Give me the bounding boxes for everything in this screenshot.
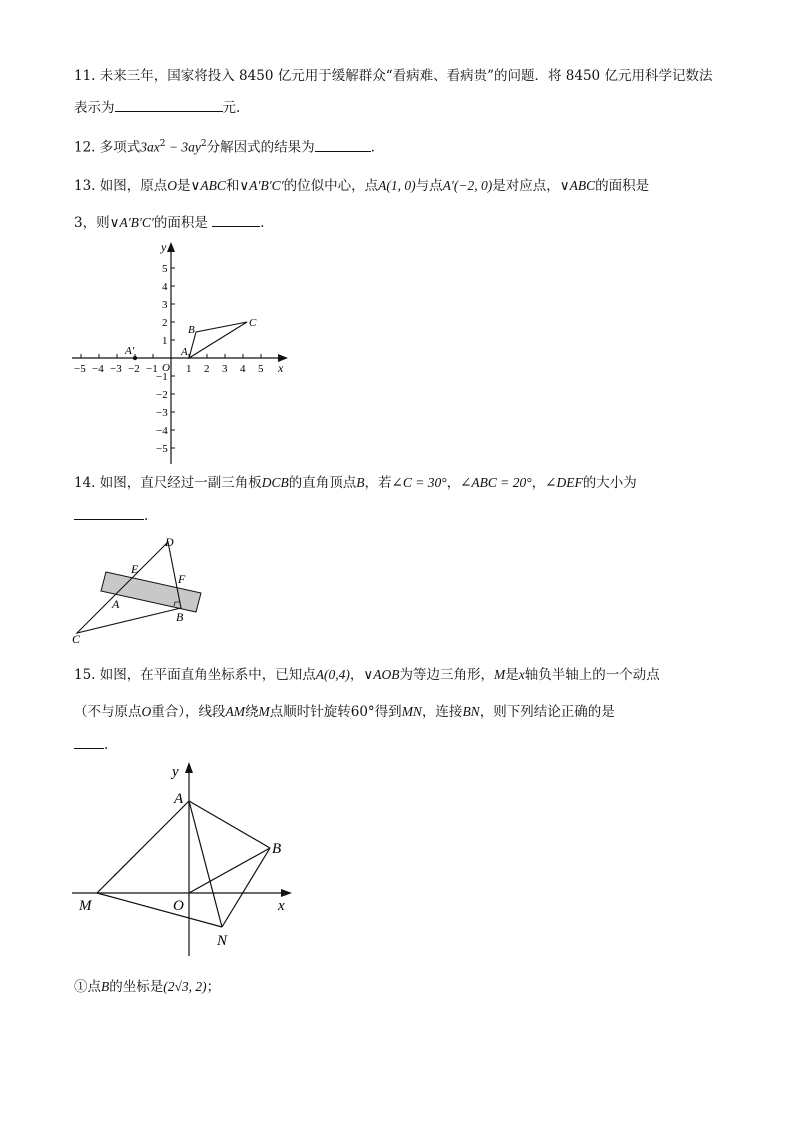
label-b: B [176, 610, 184, 624]
segment-ab [189, 801, 270, 848]
q15-bn: BN [462, 704, 480, 719]
segment-ob [189, 848, 270, 893]
q14-p6: 的大小为 [582, 475, 637, 491]
x-tick-label: −5 [74, 363, 86, 375]
q15-l2b: 重合），线段 [151, 704, 226, 720]
q15-l2f: ，连接 [421, 704, 463, 720]
q14-p3: ，若 [364, 475, 392, 491]
q12-period: . [370, 139, 375, 156]
y-tick-label: 5 [162, 263, 168, 275]
q14-angle-abc: ∠ABC = 20° [460, 475, 532, 490]
y-tick-label: 2 [162, 317, 168, 329]
q14-answer-blank[interactable] [74, 507, 144, 520]
label-y: y [172, 764, 179, 780]
q15-p5: 轴负半轴上的一个动点 [524, 667, 660, 683]
q14-p5: ， [531, 475, 546, 491]
q11-answer-blank[interactable] [115, 99, 223, 112]
q11-suffix: 元. [222, 100, 241, 116]
x-axis-arrow [281, 889, 292, 897]
label-n: N [217, 933, 228, 949]
q14-b: B [356, 475, 365, 490]
x-tick-label: 4 [240, 363, 246, 375]
q11-line1: 11. 未来三年，国家将投入 8450 亿元用于缓解群众“看病难、看病贵”的问题．将 8450 亿元用科学记数法 [74, 68, 713, 84]
q15-line3 [74, 736, 108, 754]
y-axis-arrow [185, 762, 193, 773]
q12-suffix: 分解因式的结果为 [206, 139, 315, 156]
x-tick-label: 1 [186, 363, 192, 375]
q15-point-a: A(0,4) [315, 667, 350, 682]
y-axis-arrow [167, 242, 175, 252]
q15-answer-blank[interactable] [74, 736, 104, 749]
label-b: B [272, 841, 282, 857]
label-m: M [79, 898, 92, 914]
segment-bn [222, 848, 270, 927]
q15-m: M [494, 667, 506, 682]
label-a: A [181, 346, 188, 358]
label-b: B [188, 324, 195, 336]
statement-1-mid: 的坐标是 [109, 979, 164, 995]
y-tick-label: −5 [156, 443, 168, 455]
q12-expr-b: − 3ay [165, 139, 201, 155]
q14-p4: ， [446, 475, 461, 491]
q15-triangle-aob: ∨AOB [363, 667, 400, 682]
y-axis-label: y [161, 240, 167, 254]
statement-1-b: B [101, 979, 110, 994]
q15-l2e: 得到 [374, 704, 402, 720]
q13-line2 [74, 214, 264, 232]
q15-l2d: 点顺时针旋转 [269, 704, 351, 720]
q13-period: . [260, 215, 265, 231]
label-f: F [178, 572, 186, 586]
q15-line2 [74, 703, 615, 721]
q13-point-a: A(1, 0) [378, 178, 416, 193]
statement-1-prefix: ①点 [74, 979, 101, 995]
x-tick-label: −1 [146, 363, 158, 375]
q14-p2: 的直角顶点 [288, 475, 357, 491]
q13-p1: 13. 如图，原点 [74, 178, 168, 194]
q15-l2c: 绕 [245, 704, 259, 720]
segment-an [189, 801, 222, 927]
label-d: D [165, 535, 174, 549]
x-tick-label: −3 [110, 363, 122, 375]
q13-point-a2: A′(−2, 0) [442, 178, 493, 193]
q15-l2g: ，则下列结论正确的是 [479, 704, 615, 720]
q15-am: AM [225, 704, 245, 719]
q15-line1 [74, 666, 660, 684]
q15-p4: 是 [505, 667, 519, 683]
q15-m2: M [258, 704, 270, 719]
label-o: O [173, 898, 184, 914]
q13-p2: 是 [177, 178, 191, 194]
x-tick-label: −4 [92, 363, 104, 375]
x-tick-label: 5 [258, 363, 264, 375]
q14-angle-def: ∠DEF [545, 475, 583, 490]
segment-am [97, 801, 189, 893]
q15-x: x [518, 667, 525, 682]
q14-line2 [74, 507, 148, 525]
q13-tri1: ∨ABC [190, 178, 226, 193]
q15-l2a: （不与原点 [74, 704, 142, 720]
y-tick-label: −1 [156, 371, 168, 383]
q14-line1 [74, 474, 637, 492]
label-a: A [112, 597, 120, 611]
y-tick-label: −3 [156, 407, 168, 419]
q14-ruler-triangle-figure [66, 532, 211, 650]
q12-prefix: 12. 多项式 [74, 139, 141, 156]
q13-p7: 的面积是 [595, 178, 650, 194]
q11-prefix: 表示为 [74, 100, 115, 116]
q15-mn: MN [401, 704, 422, 719]
q14-p1: 14. 如图，直尺经过一副三角板 [74, 475, 262, 491]
label-e: E [131, 562, 139, 576]
q15-p3: 为等边三角形， [399, 667, 495, 683]
q13-p5: 与点 [415, 178, 443, 194]
y-tick-label: 1 [162, 335, 168, 347]
label-a: A [174, 791, 184, 807]
q13-answer-blank[interactable] [212, 214, 260, 227]
q13-tri4: ∨A′B′C′ [109, 215, 154, 230]
label-x: x [278, 898, 285, 914]
x-tick-label: −2 [128, 363, 140, 375]
segment-mn [97, 893, 222, 927]
y-tick-label: −2 [156, 389, 168, 401]
origin-label: O [162, 362, 170, 374]
q13-o: O [167, 178, 178, 193]
q13-tri3: ∨ABC [559, 178, 596, 193]
statement-1-end: ； [206, 979, 221, 995]
q13-l2b: 的面积是 [153, 215, 208, 231]
q13-coordinate-graph [66, 238, 296, 468]
y-tick-label: 3 [162, 299, 168, 311]
q14-angle-c: ∠C = 30° [391, 475, 447, 490]
q15-o: O [141, 704, 152, 719]
q14-period: . [144, 508, 149, 524]
q12-answer-blank[interactable] [315, 139, 371, 152]
q14-dcb: DCB [261, 475, 289, 490]
q11-line2 [74, 99, 240, 117]
label-c: C [249, 317, 257, 329]
q13-l2a: 3，则 [74, 215, 110, 231]
x-axis-label: x [278, 361, 284, 375]
q13-line1 [74, 177, 649, 195]
label-c: C [72, 632, 81, 646]
q15-period: . [104, 737, 109, 753]
q15-p2: ， [349, 667, 364, 683]
q15-deg: 60° [350, 704, 375, 720]
y-tick-label: 4 [162, 281, 168, 293]
triangle-abc [189, 322, 247, 358]
q13-p3: 和 [225, 178, 240, 194]
statement-1-coord: (2√3, 2) [163, 979, 207, 994]
q15-p1: 15. 如图，在平面直角坐标系中，已知点 [74, 667, 316, 683]
q12-expr-a: 3ax [140, 139, 160, 155]
q13-p6: 是对应点， [492, 178, 560, 194]
y-tick-label: −4 [156, 425, 168, 437]
q13-p4: 的位似中心，点 [283, 178, 379, 194]
q13-tri2: ∨A′B′C′ [239, 178, 284, 193]
q15-statement-1 [74, 978, 220, 996]
q15-rotation-figure [66, 758, 298, 958]
label-a-prime: A′ [125, 345, 135, 357]
q12-line: 12. 多项式$3ax^2 - 3ay^2$分解因式的结果为 . [74, 139, 375, 156]
x-tick-label: 2 [204, 363, 210, 375]
x-tick-label: 3 [222, 363, 228, 375]
